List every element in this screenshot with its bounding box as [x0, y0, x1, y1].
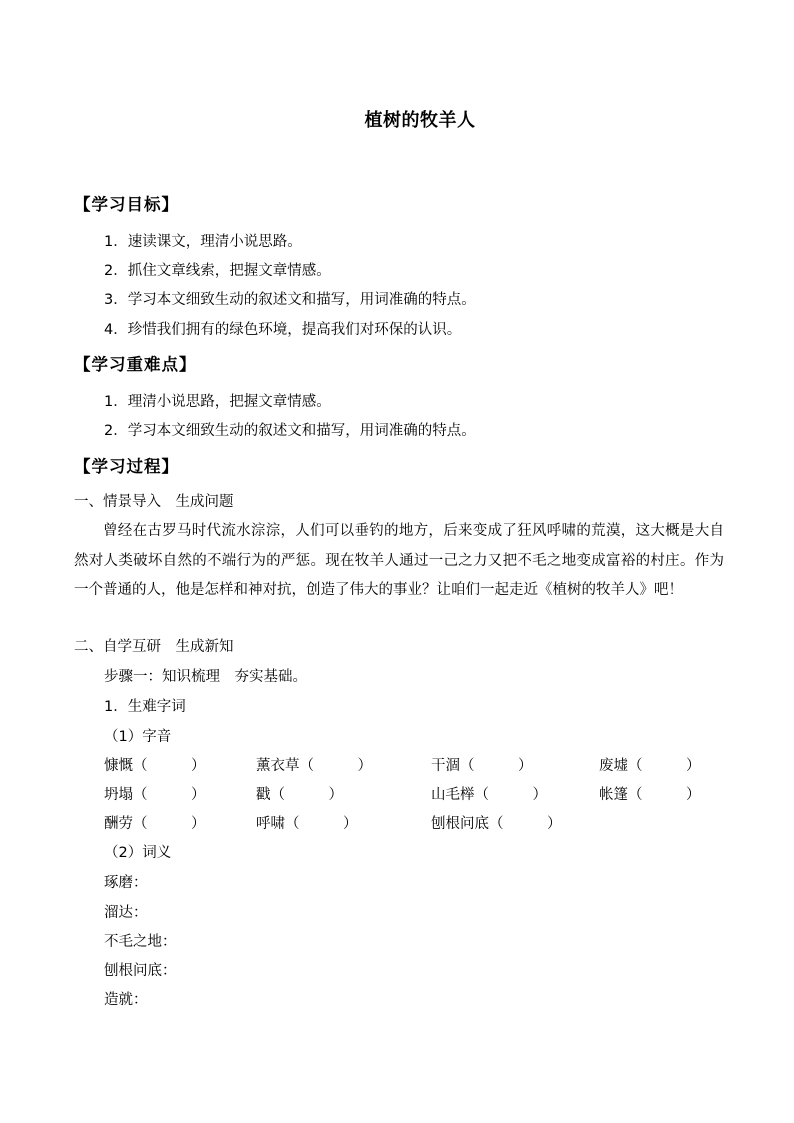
vocab-word: 山毛榉（ ）: [431, 787, 547, 803]
meaning-label: （2）词义: [104, 845, 172, 861]
vocab-word: 废墟（ ）: [599, 758, 701, 774]
section-heading-goals: 【学习目标】: [74, 195, 179, 214]
goal-item: 3．学习本文细致生动的叙述文和描写，用词准确的特点。: [104, 292, 476, 308]
goal-item: 2．抓住文章线索，把握文章情感。: [104, 263, 331, 279]
vocab-word: 薰衣草（ ）: [256, 758, 372, 774]
vocab-word: 干涸（ ）: [431, 758, 533, 774]
section-heading-process: 【学习过程】: [74, 457, 179, 476]
meaning-item: 溜达：: [104, 905, 148, 921]
vocab-word: 慷慨（ ）: [104, 758, 206, 774]
keypoint-item: 2．学习本文细致生动的叙述文和描写，用词准确的特点。: [104, 423, 476, 439]
vocab-word: 坍塌（ ）: [104, 787, 206, 803]
part-heading-intro: 一、情景导入 生成问题: [74, 494, 234, 510]
intro-paragraph: 曾经在古罗马时代流水淙淙，人们可以垂钓的地方，后来变成了狂风呼啸的荒漠，这大概是大自然对人类破坏自然的不端行为的严惩。现在牧羊人通过一己之力又把不毛之地变成富裕的村庄。作为一个普通的人，他是怎样和神对抗，创造了伟大的事业？让咱们一起走近《植树的牧羊人》吧！: [74, 523, 724, 598]
goal-item: 1．速读课文，理清小说思路。: [104, 234, 302, 250]
meaning-item: 刨根问底：: [104, 963, 177, 979]
goal-item: 4．珍惜我们拥有的绿色环境，提高我们对环保的认识。: [104, 322, 462, 338]
meaning-item: 不毛之地：: [104, 934, 177, 950]
meaning-item: 琢磨：: [104, 875, 148, 891]
section-heading-keypoints: 【学习重难点】: [74, 355, 197, 374]
page-title: 植树的牧羊人: [364, 110, 476, 131]
vocab-word: 酬劳（ ）: [104, 816, 206, 832]
part-heading-selfstudy: 二、自学互研 生成新知: [74, 639, 234, 655]
vocab-word: 帐篷（ ）: [599, 787, 701, 803]
pronunciation-label: （1）字音: [104, 729, 172, 745]
keypoint-item: 1．理清小说思路，把握文章情感。: [104, 394, 331, 410]
vocab-word: 呼啸（ ）: [256, 816, 358, 832]
meaning-item: 造就：: [104, 992, 148, 1008]
subsection-heading: 1．生难字词: [104, 699, 186, 715]
vocab-word: 刨根问底（ ）: [431, 816, 562, 832]
vocab-word: 戳（ ）: [256, 787, 343, 803]
step-heading: 步骤一：知识梳理 夯实基础。: [104, 669, 307, 685]
